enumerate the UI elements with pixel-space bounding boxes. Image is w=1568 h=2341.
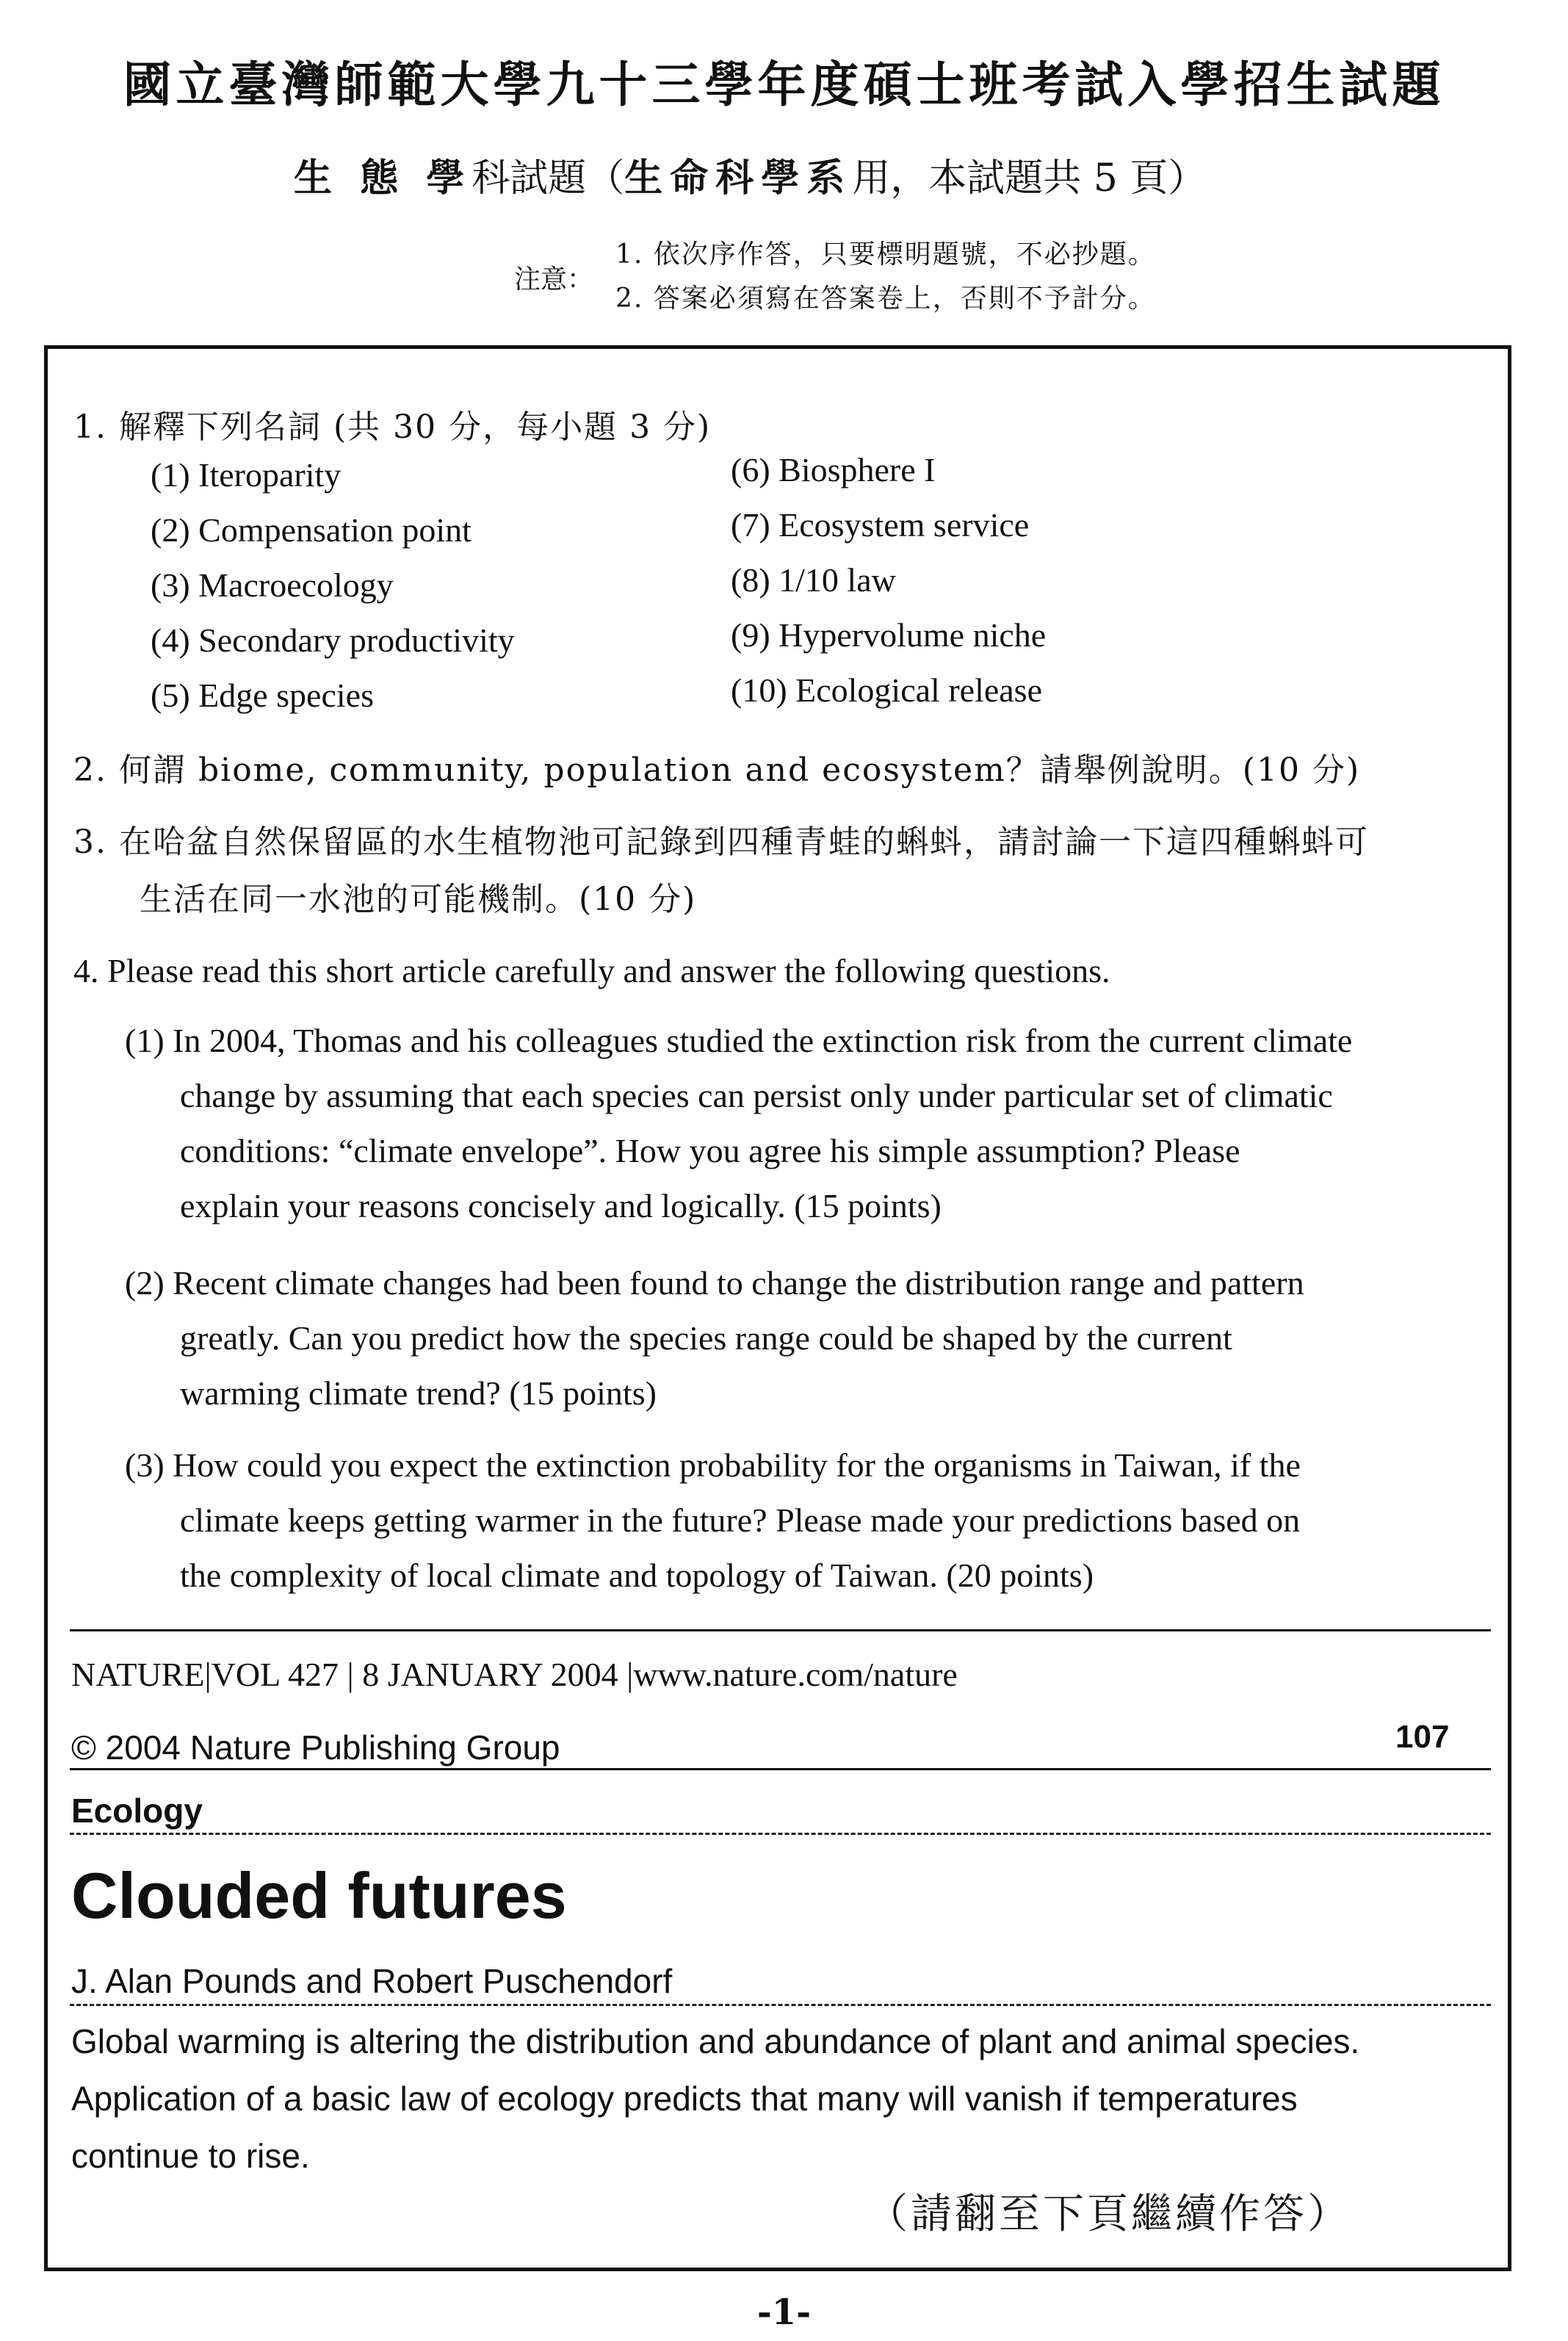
section-dashed-rule (70, 1833, 1491, 1835)
q4-intro: 4. Please read this short article carefully and answer the following questions. (73, 952, 1110, 989)
q4-sub2-line-2: greatly. Can you predict how the species range could be shaped by the current (180, 1319, 1232, 1357)
q4-sub2-line-3: warming climate trend? (15 points) (180, 1374, 657, 1412)
notice-item-2: 2. 答案必須寫在答案卷上，否則不予計分。 (615, 284, 1156, 314)
q4-sub3-line-2: climate keeps getting warmer in the future? Please made your predictions based on (180, 1501, 1301, 1539)
q4-sub3-line-3: the complexity of local climate and topology of Taiwan. (20 points) (180, 1557, 1094, 1594)
q1-term-4: (4) Secondary productivity (151, 621, 515, 659)
exam-title: 國立臺灣師範大學九十三學年度碩士班考試入學招生試題 (123, 56, 1445, 113)
q4-sub1-line-1: (1) In 2004, Thomas and his colleagues studied the extinction risk from the current climate (125, 1022, 1353, 1059)
q1-term-6: (6) Biosphere I (731, 451, 936, 488)
q4-sub3-line-1: (3) How could you expect the extinction probability for the organisms in Taiwan, if the (125, 1446, 1301, 1484)
abstract-line-1: Global warming is altering the distribution and abundance of plant and animal species. (71, 2022, 1360, 2060)
q1-term-1: (1) Iteroparity (151, 456, 342, 494)
q1-term-8: (8) 1/10 law (731, 561, 896, 599)
article-copyright (71, 1728, 560, 1767)
q4-sub2-line-1: (2) Recent climate changes had been found to change the distribution range and pattern (125, 1264, 1304, 1302)
article-headline: Clouded futures (71, 1859, 567, 1932)
notice-label: 注意： (514, 264, 594, 295)
abstract-line-2: Application of a basic law of ecology predicts that many will vanish if temperatures (71, 2080, 1298, 2118)
q4-sub1-line-4: explain your reasons concisely and logically. (15 points) (180, 1187, 942, 1224)
copyright-rule (70, 1768, 1491, 1770)
department-suffix: 用，本試題共 5 頁） (852, 156, 1207, 201)
article-citation: NATURE|VOL 427 | 8 JANUARY 2004 |www.nature.com/nature (71, 1656, 958, 1693)
q4-sub1-line-3: conditions: “climate envelope”. How you agree his simple assumption? Please (180, 1132, 1240, 1169)
q1-term-9: (9) Hypervolume niche (731, 616, 1047, 654)
department-name: 生命科學系 (624, 156, 853, 201)
page-number: -1- (756, 2292, 812, 2333)
continue-note: （請翻至下頁繼續作答） (867, 2190, 1351, 2238)
q3-line-2: 生活在同一水池的可能機制。(10 分) (140, 881, 697, 918)
article-top-rule (70, 1629, 1491, 1631)
article-section: Ecology (71, 1792, 203, 1830)
authors-dashed-rule (70, 2004, 1491, 2006)
q1-term-2: (2) Compensation point (151, 511, 472, 549)
copyright-text: © 2004 Nature Publishing Group (71, 1728, 560, 1767)
notice-item-1: 1. 依次序作答，只要標明題號，不必抄題。 (615, 239, 1156, 270)
q3-line-1: 3. 在哈盆自然保留區的水生植物池可記錄到四種青蛙的蝌蚪，請討論一下這四種蝌蚪可 (73, 823, 1369, 861)
article-authors: J. Alan Pounds and Robert Puschendorf (71, 1962, 673, 2000)
subject-suffix: 科試題（ (472, 156, 625, 201)
q1-term-7: (7) Ecosystem service (731, 506, 1030, 544)
exam-subtitle (294, 147, 1206, 202)
abstract-line-3: continue to rise. (71, 2137, 310, 2175)
q1-term-5: (5) Edge species (151, 677, 374, 714)
q1-term-3: (3) Macroecology (151, 566, 394, 604)
q1-heading: 1. 解釋下列名詞 (共 30 分，每小題 3 分) (73, 408, 712, 446)
subject-name: 生 態 學 (294, 156, 472, 201)
q4-sub1-line-2: change by assuming that each species can persist only under particular set of climatic (180, 1077, 1333, 1114)
q1-term-10: (10) Ecological release (731, 671, 1042, 709)
article-page-number: 107 (1395, 1719, 1450, 1755)
q2-text: 2. 何謂 biome, community, population and ecosystem？請舉例說明。(10 分) (73, 751, 1361, 789)
